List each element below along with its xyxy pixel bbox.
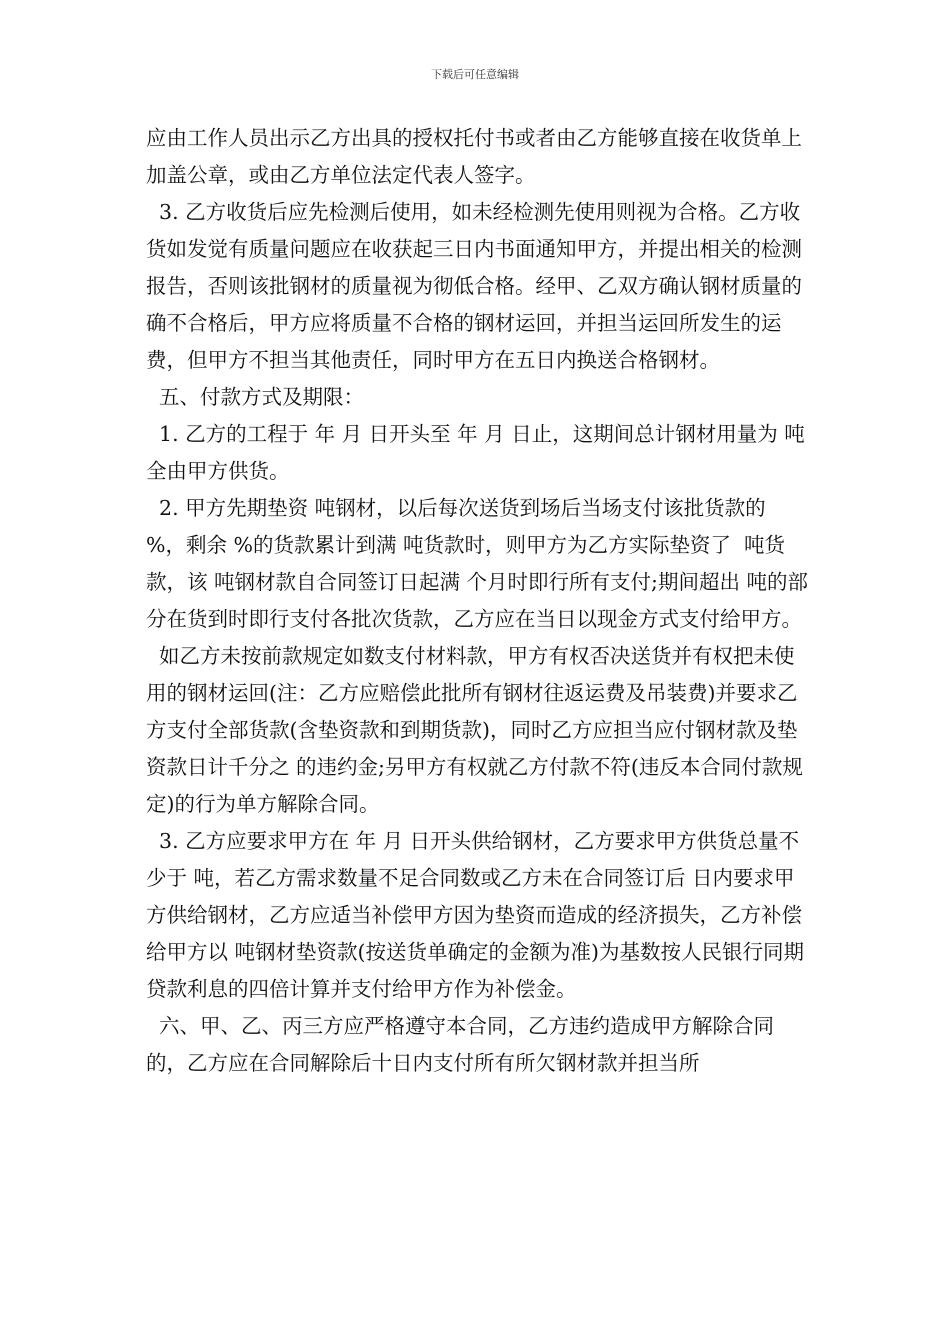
paragraph-7: 3. 乙方应要求甲方在 年 月 日开头供给钢材，乙方要求甲方供货总量不少于 吨，若乙方需求数量不足合同数或乙方未在合同签订后 日内要求甲方供给钢材，乙方应适当补偿甲方因为垫资而造成的经济损失，乙方补偿给甲方以 吨钢材垫资款(按送货单确定的金额为准)为基数按人民银行同期贷款利息的四倍计算并支付给甲方作为补偿金。 bbox=[146, 829, 805, 1001]
paragraph-3: 五、付款方式及期限： bbox=[146, 385, 365, 409]
paragraph-8: 六、甲、乙、丙三方应严格遵守本合同，乙方违约造成甲方解除合同的，乙方应在合同解除后十日内支付所有所欠钢材款并担当所 bbox=[146, 1014, 775, 1075]
page-header-note: 下载后可任意编辑 bbox=[431, 68, 519, 81]
paragraph-4: 1. 乙方的工程于 年 月 日开头至 年 月 日止，这期间总计钢材用量为 吨全由甲方供货。 bbox=[146, 422, 805, 483]
paragraph-2: 3. 乙方收货后应先检测后使用，如未经检测先使用则视为合格。乙方收货如发觉有质量问题应在收获起三日内书面通知甲方，并提出相关的检测报告，否则该批钢材的质量视为彻低合格。经甲、乙双方确认钢材质量的确不合格后，甲方应将质量不合格的钢材运回，并担当运回所发生的运费，但甲方不担当其他责任，同时甲方在五日内换送合格钢材。 bbox=[146, 200, 802, 372]
document-body bbox=[146, 120, 808, 1082]
paragraph-6: 如乙方未按前款规定如数支付材料款，甲方有权否决送货并有权把未使用的钢材运回(注：乙方应赔偿此批所有钢材往返运费及吊装费)并要求乙方支付全部货款(含垫资款和到期货款)，同时乙方应担当应付钢材款及垫资款日计千分之 的违约金;另甲方有权就乙方付款不符(违反本合同付款规定)的行为单方解除合同。 bbox=[146, 644, 803, 816]
paragraph-5: 2. 甲方先期垫资 吨钢材，以后每次送货到场后当场支付该批货款的 %，剩余 %的货款累计到满 吨货款时，则甲方为乙方实际垫资了 吨货款，该 吨钢材款自合同签订日起满 个月时即行所有支付;期间超出 吨的部分在货到时即行支付各批次货款，乙方应在当日以现金方式支付给甲方。 bbox=[146, 496, 808, 631]
paragraph-1: 应由工作人员出示乙方出具的授权托付书或者由乙方能够直接在收货单上加盖公章，或由乙方单位法定代表人签字。 bbox=[146, 126, 802, 187]
